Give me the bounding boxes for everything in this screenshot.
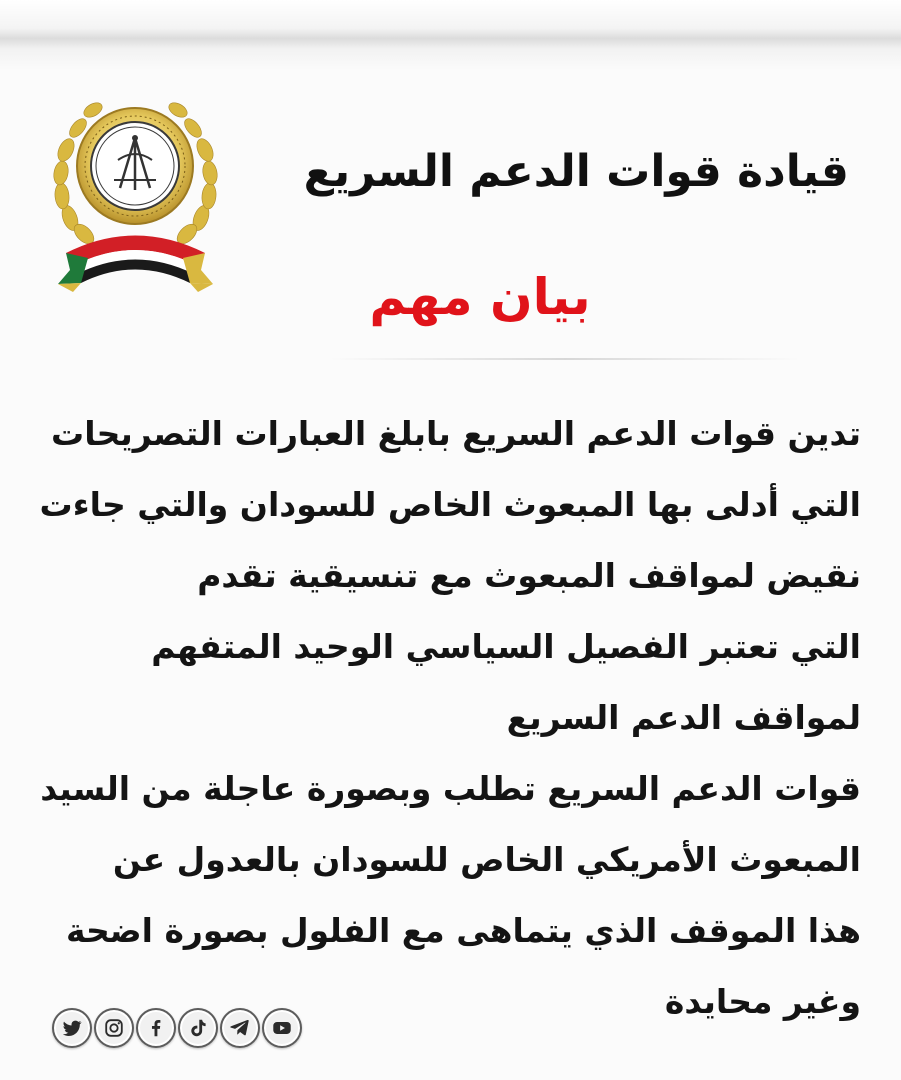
organization-title: قيادة قوات الدعم السريع [303,146,849,197]
statement-line: نقيض لمواقف المبعوث مع تنسيقية تقدم [197,556,861,595]
statement-line: التي تعتبر الفصيل السياسي الوحيد المتفهم [151,627,861,666]
statement-line: قوات الدعم السريع تطلب وبصورة عاجلة من السيد [40,769,861,808]
statement-heading: بيان مهم [369,268,591,326]
instagram-icon[interactable] [94,1008,134,1048]
telegram-icon[interactable] [220,1008,260,1048]
facebook-icon[interactable] [136,1008,176,1048]
social-icons-row [52,1008,302,1052]
statement-line: وغير محايدة [664,982,861,1021]
statement-body [31,398,861,1037]
statement-line: هذا الموقف الذي يتماهى مع الفلول بصورة اضحة [65,911,861,950]
statement-line: لمواقف الدعم السريع [506,698,861,737]
statement-line: المبعوث الأمريكي الخاص للسودان بالعدول عن [112,840,861,879]
tiktok-icon[interactable] [178,1008,218,1048]
divider [330,358,800,360]
twitter-icon[interactable] [52,1008,92,1048]
youtube-icon[interactable] [262,1008,302,1048]
statement-line: تدين قوات الدعم السريع بابلغ العبارات التصريحات [51,414,861,453]
statement-line: التي أدلى بها المبعوث الخاص للسودان والتي جاءت [39,485,861,524]
rsf-emblem-logo [48,88,223,298]
